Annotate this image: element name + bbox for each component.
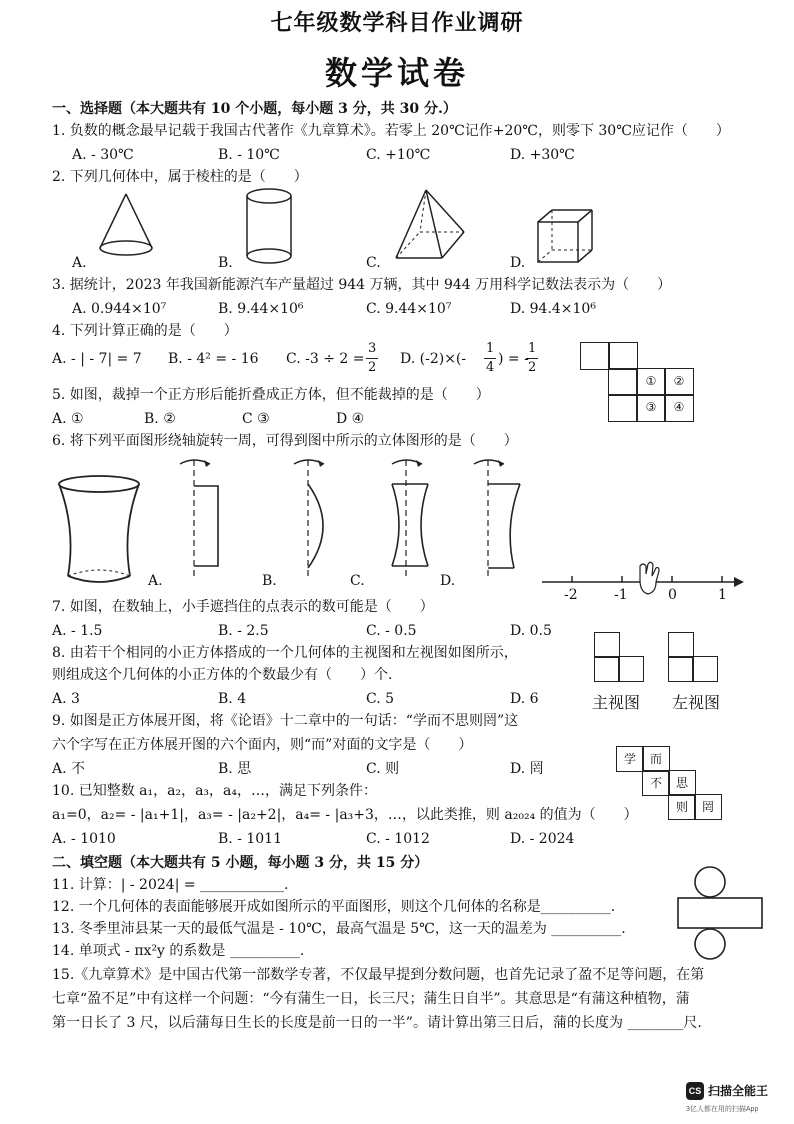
q3-option-b: B. 9.44×10⁶ <box>218 301 304 317</box>
q1-stem: 1. 负数的概念最早记载于我国古代著作《九章算术》。若零上 20℃记作+20℃，则零下 30℃应记作（ ） <box>52 123 730 139</box>
section2-heading: 二、填空题（本大题共有 5 小题，每小题 3 分，共 15 分） <box>52 855 429 871</box>
numberline-tick-neg2: -2 <box>564 587 578 603</box>
q3-stem: 3. 据统计，2023 年我国新能源汽车产量超过 944 万辆，其中 944 万用科学记数法表示为（ ） <box>52 277 672 293</box>
q4-c-denominator: 2 <box>368 360 377 375</box>
cube-figure <box>536 208 596 264</box>
q4-stem: 4. 下列计算正确的是（ ） <box>52 323 238 339</box>
scanner-watermark <box>686 1082 786 1122</box>
view-cell <box>668 656 694 682</box>
q8-option-a: A. 3 <box>52 691 80 707</box>
net-cell <box>608 342 638 370</box>
q8-stem-line2: 则组成这个几何体的小正方体的个数最少有（ ）个. <box>52 667 393 683</box>
q4-d-numerator: 1 <box>486 341 495 356</box>
q15-line1: 15.《九章算术》是中国古代第一部数学专著，不仅最早提到分数问题，也首先记录了盈不足等问题，在第 <box>52 967 705 983</box>
net-char-cell: 而 <box>642 746 670 772</box>
q4-d-denominator: 4 <box>486 360 495 375</box>
cylinder-net-figure <box>676 866 766 962</box>
q10-option-b: B. - 1011 <box>218 831 282 847</box>
pyramid-figure <box>390 188 470 264</box>
q3-option-a: A. 0.944×10⁷ <box>72 301 167 317</box>
left-view-label: 左视图 <box>672 693 721 712</box>
net-cell-4: ④ <box>664 394 694 422</box>
q5-option-b: B. ② <box>144 411 176 427</box>
q3-option-d: D. 94.4×10⁶ <box>510 301 596 317</box>
q10-option-a: A. - 1010 <box>52 831 116 847</box>
q11-text: 11. 计算：| - 2024| = ____________. <box>52 877 289 893</box>
q8-option-c: C. 5 <box>366 691 395 707</box>
front-view-label: 主视图 <box>592 693 641 712</box>
q6-shape-c <box>384 454 444 582</box>
q6-label-d: D. <box>440 573 456 589</box>
q8-option-d: D. 6 <box>510 691 539 707</box>
exam-subtitle: 七年级数学科目作业调研 <box>270 10 524 36</box>
q6-shape-a <box>176 454 236 582</box>
q4-option-a: A. - | - 7| = 7 <box>52 351 142 367</box>
net-cell-1: ① <box>636 368 666 396</box>
net-cell <box>608 368 638 396</box>
net-cell <box>580 342 610 370</box>
q6-solid-figure <box>54 474 144 586</box>
q3-option-c: C. 9.44×10⁷ <box>366 301 452 317</box>
view-cell <box>594 656 620 682</box>
q4-c-numerator: 3 <box>368 341 377 356</box>
numberline-tick-1: 1 <box>718 587 727 603</box>
net-char-cell: 学 <box>616 746 644 772</box>
q5-option-a: A. ① <box>52 411 84 427</box>
q6-label-c: C. <box>350 573 365 589</box>
q2-label-a: A. <box>72 255 87 271</box>
q15-line2: 七章“盈不足”中有这样一个问题：“今有蒲生一日，长三尺；蒲生日自半”。其意思是“有蒲这种植物，蒲 <box>52 991 690 1007</box>
q9-option-d: D. 罔 <box>510 761 544 777</box>
q7-option-d: D. 0.5 <box>510 623 552 639</box>
q9-option-a: A. 不 <box>52 761 86 777</box>
q15-line3: 第一日长了 3 尺，以后蒲每日生长的长度是前一日的一半”。请计算出第三日后，蒲的长度为 ________尺. <box>52 1015 702 1031</box>
q10-option-c: C. - 1012 <box>366 831 430 847</box>
view-cell <box>668 632 694 658</box>
scanner-app-name: 扫描全能王 <box>708 1084 769 1098</box>
numberline-tick-0: 0 <box>668 587 677 603</box>
q1-option-a: A. - 30℃ <box>72 147 134 163</box>
scanner-logo-icon: CS <box>686 1082 704 1100</box>
view-cell <box>594 632 620 658</box>
hand-icon <box>640 562 659 594</box>
net-char-cell: 罔 <box>694 794 722 820</box>
q4-option-b: B. - 4² = - 16 <box>168 351 259 367</box>
q6-label-b: B. <box>262 573 277 589</box>
q7-stem: 7. 如图，在数轴上，小手遮挡住的点表示的数可能是（ ） <box>52 599 434 615</box>
q8-stem-line1: 8. 由若干个相同的小正方体搭成的一个几何体的主视图和左视图如图所示， <box>52 645 518 661</box>
q4-option-d: D. (-2)×(- <box>400 351 467 367</box>
net-cell-3: ③ <box>636 394 666 422</box>
q13-text: 13. 冬季里沛县某一天的最低气温是 - 10℃，最高气温是 5℃，这一天的温差为 __________. <box>52 921 626 937</box>
q5-stem: 5. 如图，裁掉一个正方形后能折叠成正方体，但不能裁掉的是（ ） <box>52 387 490 403</box>
net-cell <box>608 394 638 422</box>
q9-option-c: C. 则 <box>366 761 400 777</box>
q10-option-d: D. - 2024 <box>510 831 575 847</box>
q4-option-c: C. -3 ÷ 2 = <box>286 351 365 367</box>
q9-option-b: B. 思 <box>218 761 252 777</box>
q8-option-b: B. 4 <box>218 691 247 707</box>
q10-stem-line2: a₁=0，a₂= - |a₁+1|，a₃= - |a₂+2|，a₄= - |a₃+3，…，以此类推，则 a₂₀₂₄ 的值为（ ） <box>52 807 638 823</box>
q4-d-result-numerator: 1 <box>528 341 537 356</box>
q5-option-d: D ④ <box>336 411 365 427</box>
q2-label-b: B. <box>218 255 233 271</box>
q2-label-d: D. <box>510 255 526 271</box>
q4-d-result-denominator: 2 <box>528 360 537 375</box>
q2-stem: 2. 下列几何体中，属于棱柱的是（ ） <box>52 169 308 185</box>
net-char-cell: 则 <box>668 794 696 820</box>
q6-stem: 6. 将下列平面图形绕轴旋转一周，可得到图中所示的立体图形的是（ ） <box>52 433 518 449</box>
q1-option-d: D. +30℃ <box>510 147 575 163</box>
cylinder-figure <box>244 188 294 268</box>
q6-shape-d <box>470 454 530 582</box>
q6-label-a: A. <box>148 573 163 589</box>
q10-stem-line1: 10. 已知整数 a₁，a₂，a₃，a₄，…，满足下列条件： <box>52 783 377 799</box>
scanner-tagline: 3亿人都在用的扫描App <box>686 1106 759 1113</box>
net-char-cell: 不 <box>642 770 670 796</box>
q6-shape-b <box>290 454 350 582</box>
net-char-cell: 思 <box>668 770 696 796</box>
q7-option-c: C. - 0.5 <box>366 623 417 639</box>
q9-stem-line1: 9. 如图是正方体展开图，将《论语》十二章中的一句话：“学而不思则罔”这 <box>52 713 519 729</box>
q7-option-b: B. - 2.5 <box>218 623 269 639</box>
exam-title: 数学试卷 <box>324 54 469 92</box>
section1-heading: 一、选择题（本大题共有 10 个小题，每小题 3 分，共 30 分.） <box>52 101 457 117</box>
q2-label-c: C. <box>366 255 381 271</box>
q4-d-equals: ) = - <box>498 351 529 367</box>
net-cell-2: ② <box>664 368 694 396</box>
q9-stem-line2: 六个字写在正方体展开图的六个面内，则“而”对面的文字是（ ） <box>52 737 473 753</box>
q1-option-c: C. +10℃ <box>366 147 431 163</box>
q5-option-c: C ③ <box>242 411 270 427</box>
cone-figure <box>96 192 156 264</box>
q1-option-b: B. - 10℃ <box>218 147 280 163</box>
q7-option-a: A. - 1.5 <box>52 623 103 639</box>
view-cell <box>692 656 718 682</box>
view-cell <box>618 656 644 682</box>
q12-text: 12. 一个几何体的表面能够展开成如图所示的平面图形，则这个几何体的名称是__________. <box>52 899 616 915</box>
numberline-tick-neg1: -1 <box>614 587 628 603</box>
q14-text: 14. 单项式 - πx²y 的系数是 __________. <box>52 943 305 959</box>
